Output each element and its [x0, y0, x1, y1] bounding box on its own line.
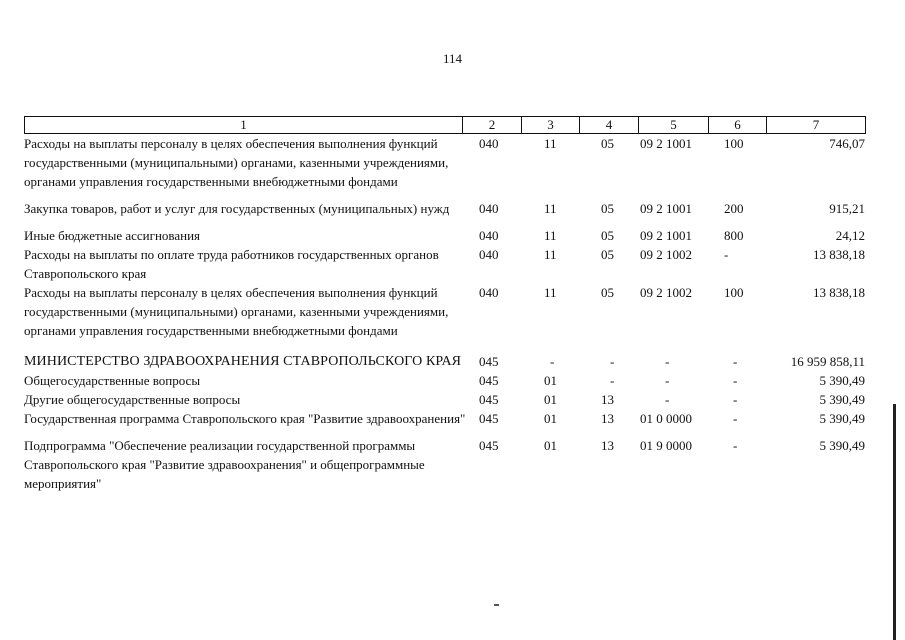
row-name: МИНИСТЕРСТВО ЗДРАВООХРАНЕНИЯ СТАВРОПОЛЬСКОГО КРАЯ — [24, 354, 462, 369]
row-code-6: - — [733, 354, 738, 369]
row-name: Расходы на выплаты персоналу в целях обеспечения выполнения функций государственными (муниципальными) органами, казенными учреждениями, органами управления государственными внебюджетными фондами — [24, 285, 449, 338]
header-col-1: 1 — [25, 117, 463, 133]
row-code-4: 13 — [601, 411, 614, 426]
header-col-7: 7 — [812, 117, 820, 132]
row-name: Подпрограмма "Обеспечение реализации государственной программы Ставропольского края "Развитие здравоохранения" и общепрограммные мероприятия" — [24, 438, 425, 491]
row-amount: 13 838,18 — [813, 247, 865, 262]
table-body — [24, 134, 866, 493]
row-amount: 915,21 — [829, 201, 865, 216]
table-row — [24, 283, 866, 340]
header-col-4: 4 — [580, 117, 639, 133]
header-col-6: 6 — [709, 117, 767, 133]
row-code-3: 01 — [544, 438, 557, 453]
row-code-5: - — [665, 392, 670, 407]
table-row — [24, 226, 866, 245]
row-code-5: 01 9 0000 — [640, 438, 692, 453]
row-code-6: - — [733, 411, 738, 426]
table-header — [24, 116, 866, 134]
row-code-3: 11 — [544, 247, 557, 262]
row-name: Расходы на выплаты персоналу в целях обеспечения выполнения функций государственными (муниципальными) органами, казенными учреждениями, органами управления государственными внебюджетными фондами — [24, 136, 449, 189]
row-code-6: - — [733, 373, 738, 388]
table-row — [24, 245, 866, 283]
page-number: 114 — [442, 51, 463, 66]
row-amount: 746,07 — [829, 136, 865, 151]
table-row — [24, 134, 866, 191]
row-code-5: - — [665, 354, 670, 369]
row-name: Закупка товаров, работ и услуг для государственных (муниципальных) нужд — [24, 201, 450, 216]
row-code-6: 200 — [724, 201, 744, 216]
row-code-4: 05 — [601, 228, 614, 243]
row-code-3: 11 — [544, 285, 557, 300]
row-code-2: 040 — [479, 136, 499, 151]
row-amount: 24,12 — [835, 228, 865, 243]
row-name: Другие общегосударственные вопросы — [24, 392, 241, 407]
row-code-4: 05 — [601, 247, 614, 262]
row-name: Расходы на выплаты по оплате труда работников государственных органов Ставропольского края — [24, 247, 439, 281]
row-name: Иные бюджетные ассигнования — [24, 228, 201, 243]
row-code-2: 045 — [479, 354, 499, 369]
table-row — [24, 199, 866, 218]
row-code-4: 05 — [601, 201, 614, 216]
row-code-6: - — [733, 392, 738, 407]
row-name: Общегосударственные вопросы — [24, 373, 201, 388]
row-code-2: 045 — [479, 411, 499, 426]
row-name: Государственная программа Ставропольского края "Развитие здравоохранения" — [24, 411, 466, 426]
row-code-4: 13 — [601, 438, 614, 453]
scan-speck — [494, 604, 499, 606]
table-row — [24, 352, 866, 371]
row-code-2: 040 — [479, 201, 499, 216]
header-col-5: 5 — [639, 117, 709, 133]
row-code-2: 045 — [479, 392, 499, 407]
row-code-2: 040 — [479, 228, 499, 243]
row-code-4: 13 — [601, 392, 614, 407]
row-code-5: 09 2 1001 — [640, 136, 692, 151]
row-code-4: 05 — [601, 285, 614, 300]
row-code-5: 09 2 1002 — [640, 285, 692, 300]
row-code-6: 100 — [724, 136, 744, 151]
row-code-2: 045 — [479, 373, 499, 388]
table-row — [24, 409, 866, 428]
row-amount: 5 390,49 — [819, 373, 865, 388]
row-code-2: 045 — [479, 438, 499, 453]
row-code-6: 100 — [724, 285, 744, 300]
scan-edge-line — [893, 404, 896, 640]
row-amount: 5 390,49 — [819, 438, 865, 453]
row-code-5: - — [665, 373, 670, 388]
header-col-2: 2 — [463, 117, 522, 133]
row-code-5: 09 2 1001 — [640, 228, 692, 243]
row-code-3: 11 — [544, 136, 557, 151]
row-code-3: 11 — [544, 228, 557, 243]
table-row — [24, 371, 866, 390]
row-code-3: 11 — [544, 201, 557, 216]
row-code-4: - — [610, 373, 615, 388]
row-code-5: 09 2 1001 — [640, 201, 692, 216]
row-amount: 5 390,49 — [819, 411, 865, 426]
row-code-2: 040 — [479, 247, 499, 262]
row-amount: 13 838,18 — [813, 285, 865, 300]
row-code-6: 800 — [724, 228, 744, 243]
header-col-3: 3 — [522, 117, 580, 133]
table-row — [24, 436, 866, 493]
row-code-6: - — [733, 438, 738, 453]
row-code-3: - — [550, 354, 555, 369]
row-code-3: 01 — [544, 373, 557, 388]
row-code-3: 01 — [544, 411, 557, 426]
row-code-6: - — [724, 247, 729, 262]
row-code-4: - — [610, 354, 615, 369]
row-code-2: 040 — [479, 285, 499, 300]
row-amount: 16 959 858,11 — [790, 354, 865, 369]
row-amount: 5 390,49 — [819, 392, 865, 407]
row-code-5: 01 0 0000 — [640, 411, 692, 426]
row-code-5: 09 2 1002 — [640, 247, 692, 262]
row-code-4: 05 — [601, 136, 614, 151]
table-row — [24, 390, 866, 409]
row-code-3: 01 — [544, 392, 557, 407]
